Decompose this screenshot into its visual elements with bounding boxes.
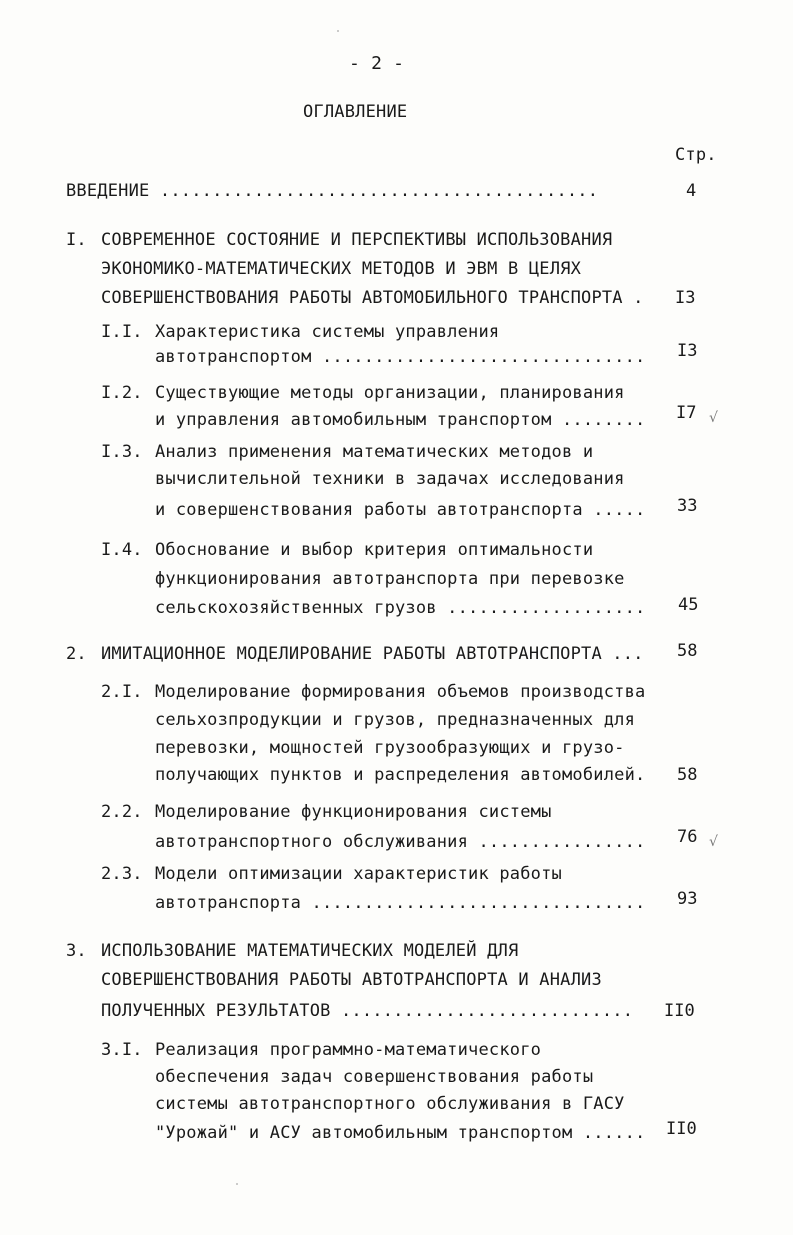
section-title-line: Анализ применения математических методов и bbox=[155, 442, 594, 462]
section-title-line: и управления автомобильным транспортом ........ bbox=[155, 410, 646, 430]
chapter-title-line: ИМИТАЦИОННОЕ МОДЕЛИРОВАНИЕ РАБОТЫ АВТОТРАНСПОРТА ... bbox=[101, 644, 644, 664]
section-number: 3.I. bbox=[101, 1040, 143, 1060]
chapter-title-line: ПОЛУЧЕННЫХ РЕЗУЛЬТАТОВ ............................ bbox=[101, 1001, 634, 1021]
pencil-check-mark: √ bbox=[709, 834, 718, 850]
section-number: I.I. bbox=[101, 322, 143, 342]
section-title-line: автотранспортного обслуживания ................ bbox=[155, 832, 646, 852]
section-title-line: получающих пунктов и распределения автомобилей. bbox=[155, 765, 646, 785]
chapter-title-line: СОВРЕМЕННОЕ СОСТОЯНИЕ И ПЕРСПЕКТИВЫ ИСПОЛЬЗОВАНИЯ bbox=[101, 230, 613, 250]
section-number: I.4. bbox=[101, 540, 143, 560]
section-title-line: Обоснование и выбор критерия оптимальности bbox=[155, 540, 594, 560]
section-title-line: Моделирование функционирования системы bbox=[155, 802, 552, 822]
section-title-line: системы автотранспортного обслуживания в ГАСУ bbox=[155, 1094, 625, 1114]
section-page: 76 bbox=[677, 827, 698, 847]
section-page: 45 bbox=[678, 595, 699, 615]
section-page: II0 bbox=[666, 1119, 697, 1139]
chapter-number: 2. bbox=[66, 644, 87, 664]
section-title-line: автотранспорта ................................ bbox=[155, 893, 646, 913]
chapter-page: 58 bbox=[677, 641, 698, 661]
scan-speck bbox=[337, 30, 339, 32]
page-column-header: Стр. bbox=[675, 145, 717, 165]
chapter-number: 3. bbox=[66, 941, 87, 961]
scan-speck bbox=[236, 1183, 238, 1185]
chapter-title-line: СОВЕРШЕНСТВОВАНИЯ РАБОТЫ АВТОТРАНСПОРТА И АНАЛИЗ bbox=[101, 970, 602, 990]
section-number: 2.I. bbox=[101, 682, 143, 702]
section-title-line: обеспечения задач совершенствования работы bbox=[155, 1067, 594, 1087]
chapter-title-line: ИСПОЛЬЗОВАНИЕ МАТЕМАТИЧЕСКИХ МОДЕЛЕЙ ДЛЯ bbox=[101, 941, 519, 961]
section-number: I.3. bbox=[101, 442, 143, 462]
chapter-title-line: ЭКОНОМИКО-МАТЕМАТИЧЕСКИХ МЕТОДОВ И ЭВМ В ЦЕЛЯХ bbox=[101, 259, 582, 279]
section-title-line: вычислительной техники в задачах исследования bbox=[155, 469, 625, 489]
toc-title: ОГЛАВЛЕНИЕ bbox=[303, 102, 408, 122]
section-number: I.2. bbox=[101, 383, 143, 403]
section-title-line: автотранспортом ............................... bbox=[155, 347, 646, 367]
pencil-check-mark: √ bbox=[709, 410, 718, 426]
section-title-line: Существующие методы организации, планирования bbox=[155, 383, 625, 403]
section-page: I7 bbox=[676, 403, 697, 423]
chapter-page: II0 bbox=[664, 1001, 695, 1021]
section-title-line: Реализация программно-математического bbox=[155, 1040, 542, 1060]
section-title-line: функционирования автотранспорта при перевозке bbox=[155, 569, 625, 589]
section-title-line: Модели оптимизации характеристик работы bbox=[155, 864, 562, 884]
section-page: 33 bbox=[677, 496, 698, 516]
section-title-line: и совершенствования работы автотранспорта ..... bbox=[155, 500, 646, 520]
section-title-line: "Урожай" и АСУ автомобильным транспортом ...... bbox=[155, 1123, 646, 1143]
chapter-number: I. bbox=[66, 230, 87, 250]
section-title-line: Моделирование формирования объемов производства bbox=[155, 682, 646, 702]
toc-intro: ВВЕДЕНИЕ .......................................... bbox=[66, 181, 599, 201]
section-title-line: сельскохозяйственных грузов ................... bbox=[155, 598, 646, 618]
page-number: - 2 - bbox=[349, 53, 405, 74]
section-page: 58 bbox=[677, 765, 698, 785]
section-page: I3 bbox=[677, 341, 698, 361]
section-page: 93 bbox=[677, 889, 698, 909]
toc-intro-page: 4 bbox=[686, 181, 697, 201]
section-number: 2.3. bbox=[101, 864, 143, 884]
section-title-line: перевозки, мощностей грузообразующих и грузо- bbox=[155, 738, 625, 758]
chapter-title-line: СОВЕРШЕНСТВОВАНИЯ РАБОТЫ АВТОМОБИЛЬНОГО ТРАНСПОРТА . bbox=[101, 288, 644, 308]
section-title-line: Характеристика системы управления bbox=[155, 322, 500, 342]
chapter-page: I3 bbox=[675, 288, 696, 308]
section-number: 2.2. bbox=[101, 802, 143, 822]
section-title-line: сельхозпродукции и грузов, предназначенных для bbox=[155, 710, 636, 730]
